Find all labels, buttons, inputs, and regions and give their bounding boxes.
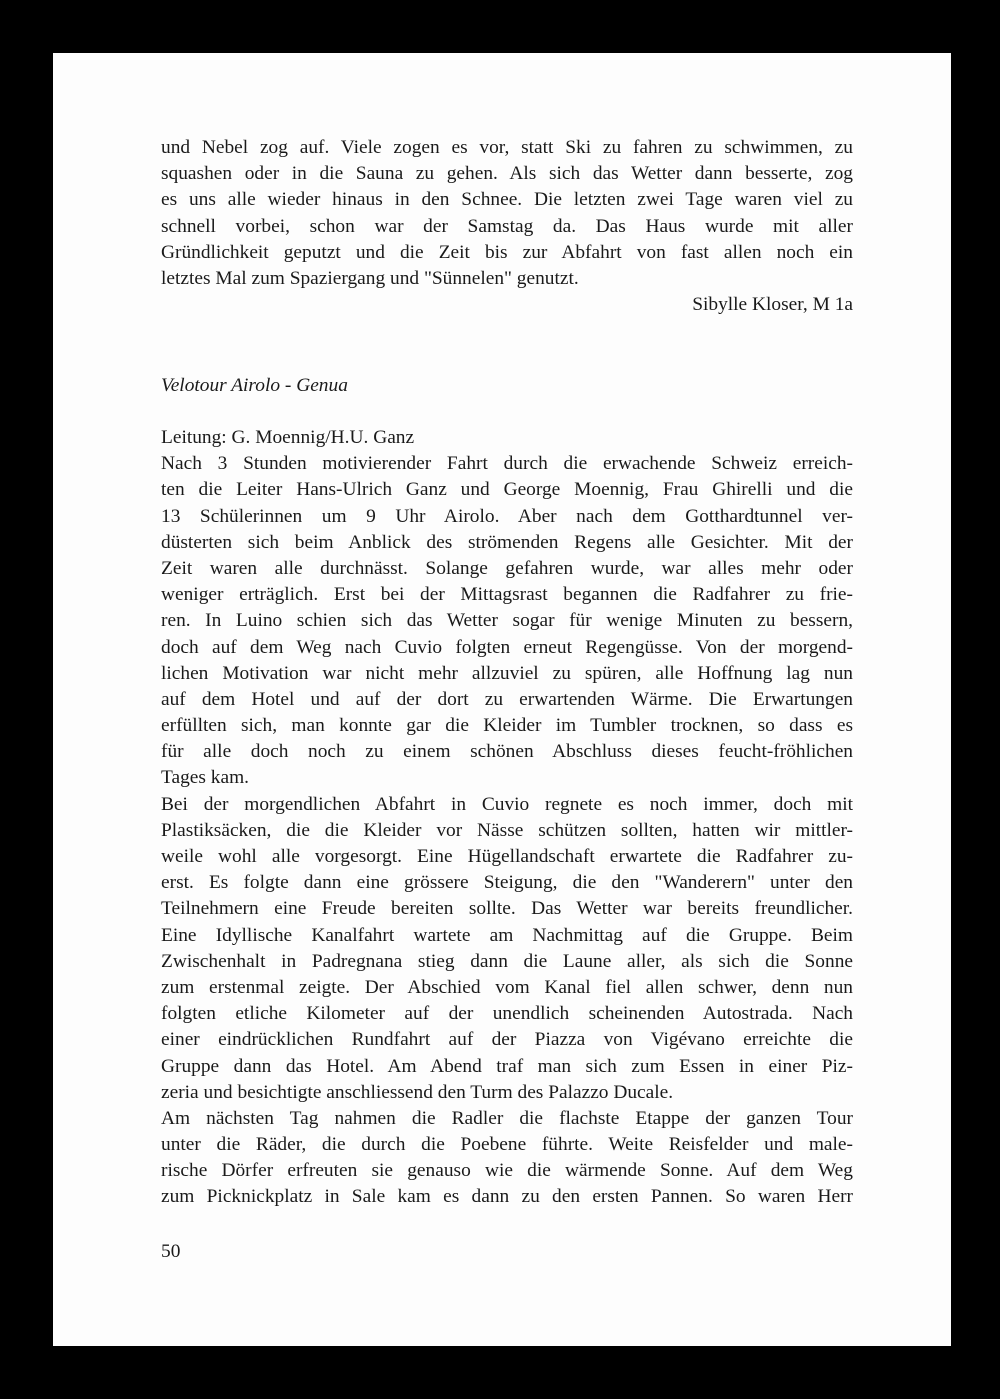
text-line: folgten etliche Kilometer auf der unendlich scheinenden Autostrada. Nach [161,1003,853,1025]
text-line: Tages kam. [161,767,250,789]
text-line: weniger erträglich. Erst bei der Mittagsrast begannen die Radfahrer zu frie- [161,584,853,606]
text-line: zeria und besichtigte anschliessend den Turm des Palazzo Ducale. [161,1081,674,1103]
text-line: zum erstenmal zeigte. Der Abschied vom Kanal fiel allen schwer, denn nun [161,976,853,998]
article2-text [161,425,853,1211]
text-line: Bei der morgendlichen Abfahrt in Cuvio regnete es noch immer, doch mit [161,793,853,815]
text-line: zum Picknickplatz in Sale kam es dann zu den ersten Pannen. So waren Herr [161,1186,853,1208]
text-line: letztes Mal zum Spaziergang und "Sünnelen" genutzt. [161,267,579,289]
text-line: Eine Idyllische Kanalfahrt wartete am Nachmittag auf die Gruppe. Beim [161,924,853,946]
article1-text [161,135,853,292]
text-line: düsterten sich beim Anblick des strömenden Regens alle Gesichter. Mit der [161,531,853,553]
text-line: Nach 3 Stunden motivierender Fahrt durch die erwachende Schweiz erreich- [161,453,853,475]
text-line: Zwischenhalt in Padregnana stieg dann die Laune aller, als sich die Sonne [161,950,853,972]
text-line: es uns alle wieder hinaus in den Schnee. Die letzten zwei Tage waren viel zu [161,189,853,211]
text-line: ten die Leiter Hans-Ulrich Ganz und George Moennig, Frau Ghirelli und die [161,479,853,501]
document-page [53,53,951,1346]
text-line: für alle doch noch zu einem schönen Abschluss dieses feucht-fröhlichen [161,741,853,763]
text-line: 13 Schülerinnen um 9 Uhr Airolo. Aber nach dem Gotthardtunnel ver- [161,505,853,527]
text-line: schnell vorbei, schon war der Samstag da. Das Haus wurde mit aller [161,215,853,237]
text-line: Am nächsten Tag nahmen die Radler die flachste Etappe der ganzen Tour [161,1107,853,1129]
text-line: erst. Es folgte dann eine grössere Steigung, die den "Wanderern" unter den [161,872,853,894]
text-line: ren. In Luino schien sich das Wetter sogar für wenige Minuten zu bessern, [161,610,853,632]
text-line: Teilnehmern eine Freude bereiten sollte. Das Wetter war bereits freundlicher. [161,898,853,920]
section-title: Velotour Airolo - Genua [161,375,348,396]
text-line: einer eindrücklichen Rundfahrt auf der Piazza von Vigévano erreichte die [161,1029,853,1051]
text-line: und Nebel zog auf. Viele zogen es vor, statt Ski zu fahren zu schwimmen, zu [161,137,853,158]
text-line: unter die Räder, die durch die Poebene führte. Weite Reisfelder und male- [161,1134,853,1156]
text-line: Gründlichkeit geputzt und die Zeit bis zur Abfahrt von fast allen noch ein [161,241,853,263]
author-signature: Sibylle Kloser, M 1a [692,294,853,315]
text-line: Gruppe dann das Hotel. Am Abend traf man sich zum Essen in einer Piz- [161,1055,853,1077]
text-line: Zeit waren alle durchnässt. Solange gefahren wurde, war alles mehr oder [161,557,853,579]
text-line: squashen oder in die Sauna zu gehen. Als sich das Wetter dann besserte, zog [161,163,853,185]
page-number: 50 [161,1241,181,1262]
text-line: doch auf dem Weg nach Cuvio folgten erneut Regengüsse. Von der morgend- [161,636,853,658]
text-line: auf dem Hotel und auf der dort zu erwartenden Wärme. Die Erwartungen [161,688,853,710]
text-line: weile wohl alle vorgesorgt. Eine Hügellandschaft erwartete die Radfahrer zu- [161,846,853,867]
text-line: Plastiksäcken, die die Kleider vor Nässe schützen sollten, hatten wir mittler- [161,819,853,841]
text-line: rische Dörfer erfreuten sie genauso wie die wärmende Sonne. Auf dem Weg [161,1160,853,1182]
text-line: erfüllten sich, man konnte gar die Kleider im Tumbler trocknen, so dass es [161,715,853,737]
text-line: lichen Motivation war nicht mehr allzuviel zu spüren, alle Hoffnung lag nun [161,662,853,684]
text-line: Leitung: G. Moennig/H.U. Ganz [161,427,415,448]
